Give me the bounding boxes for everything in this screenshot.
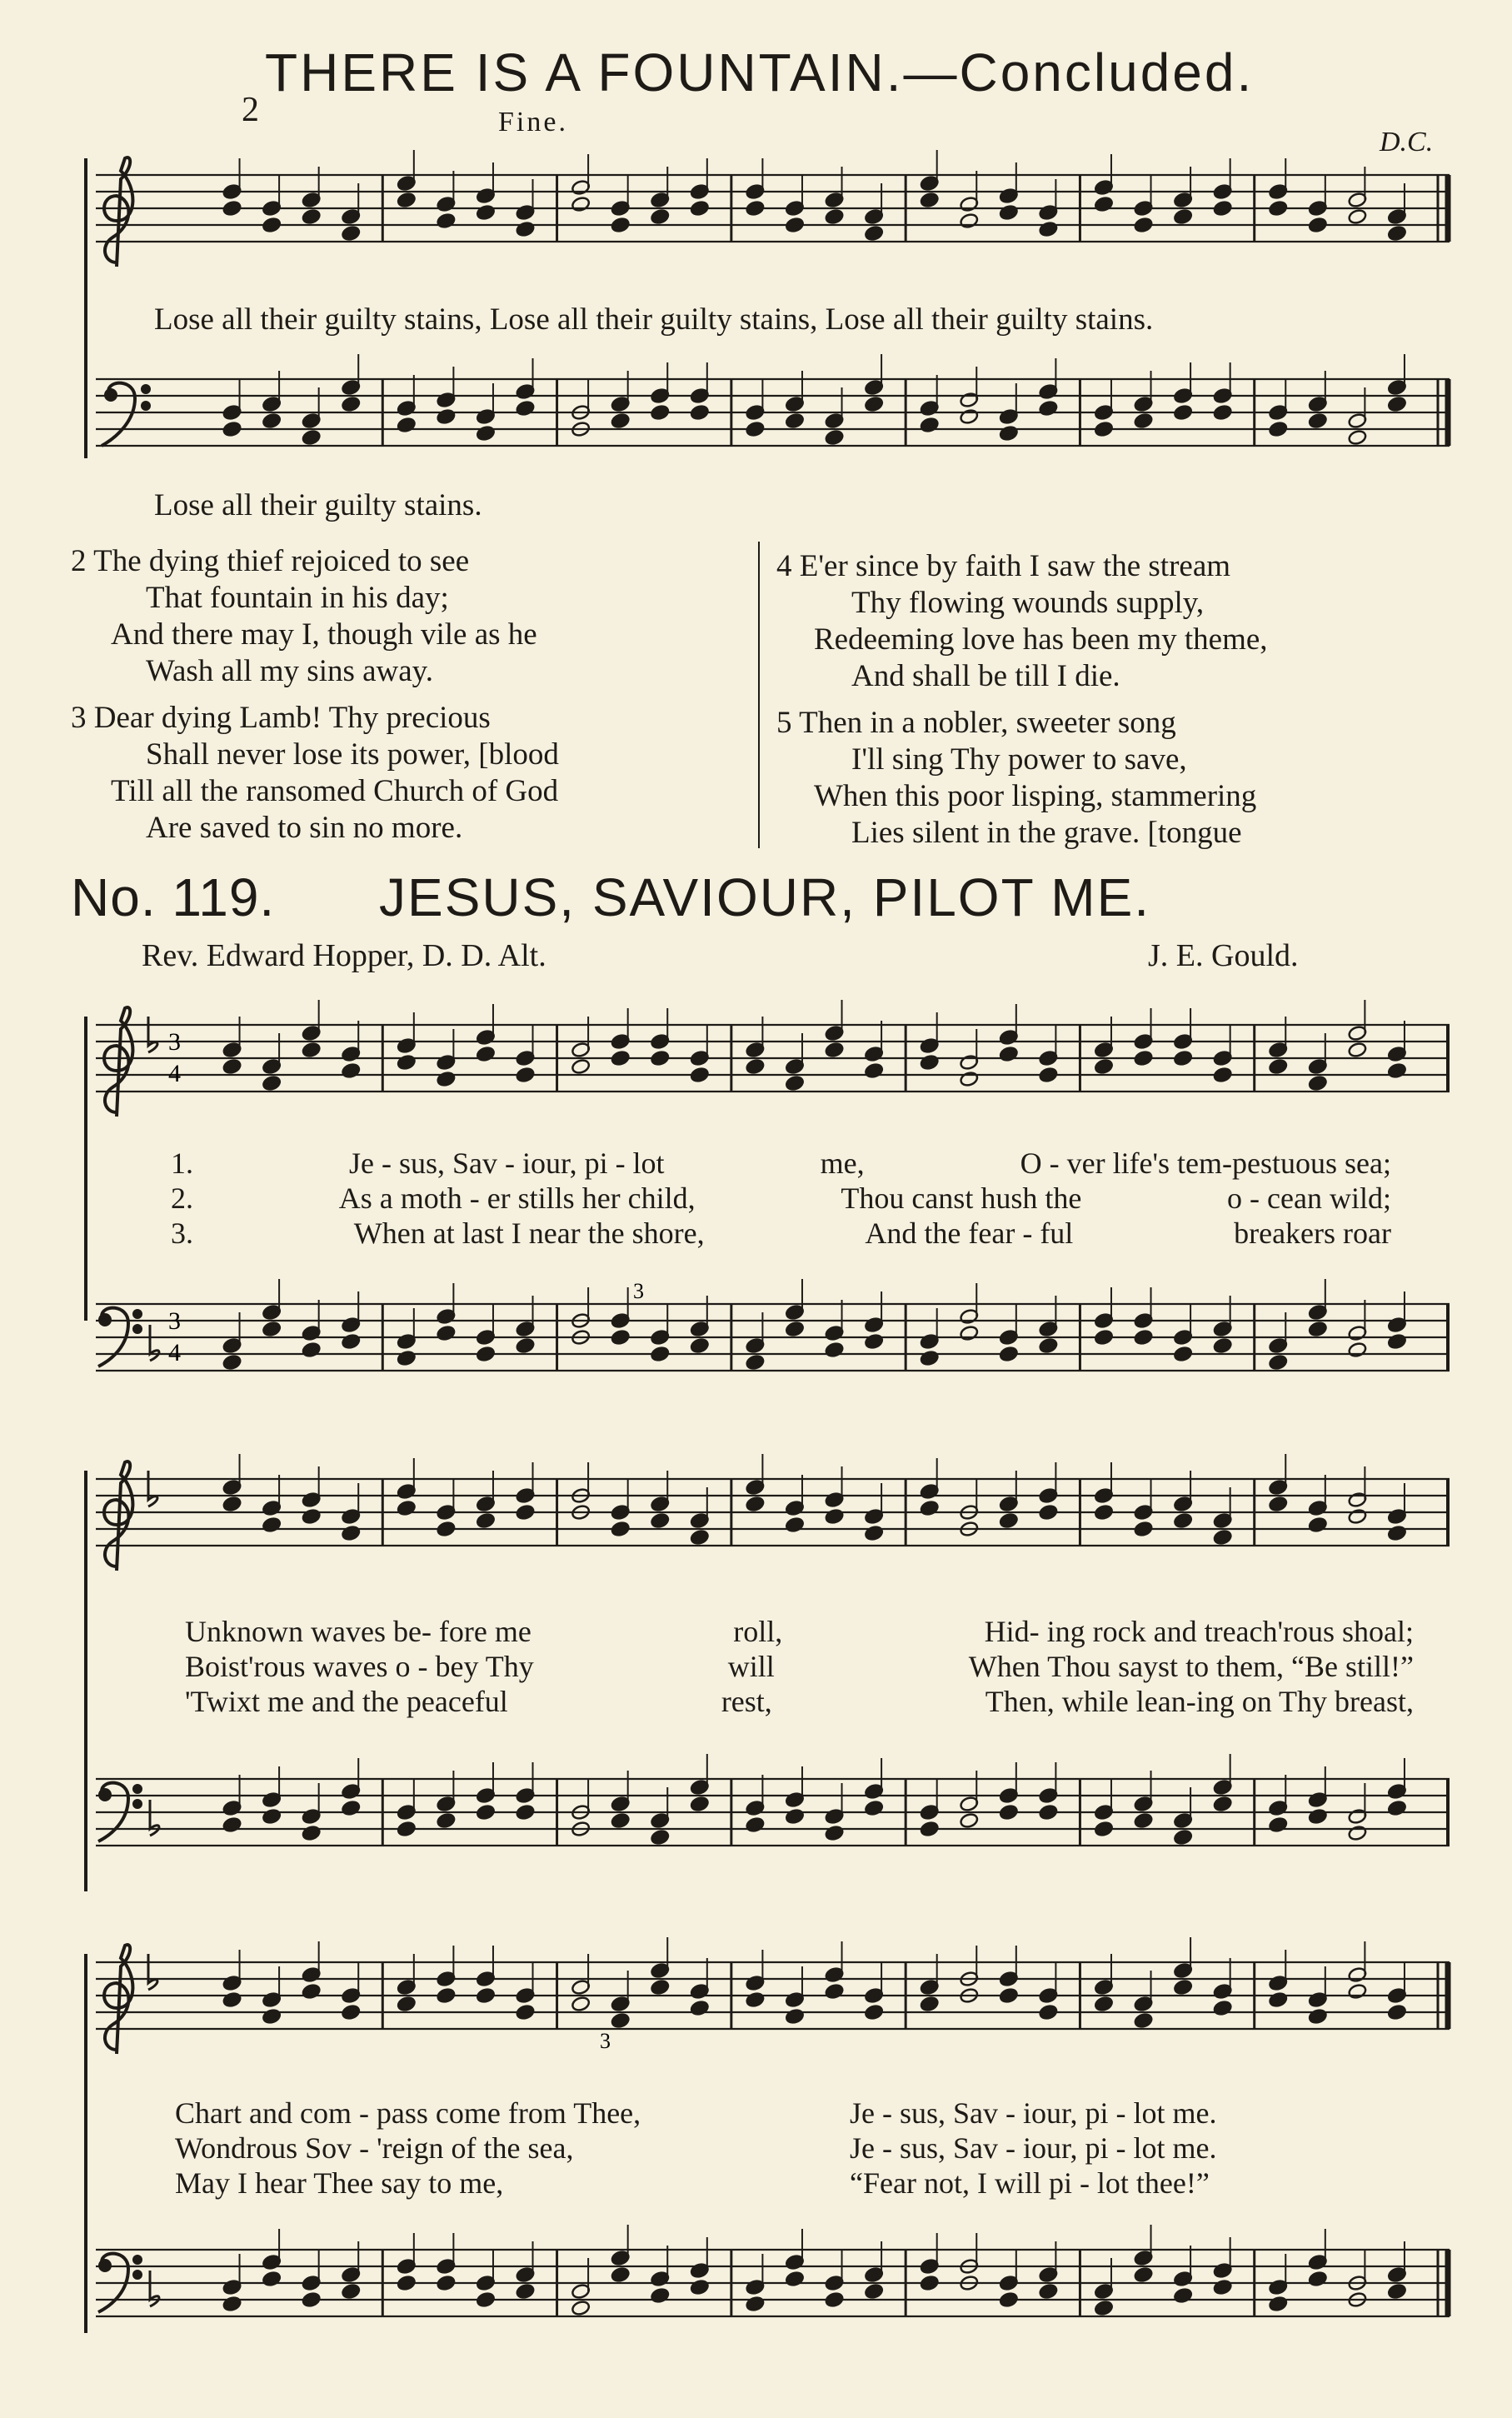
note-head — [1387, 396, 1407, 412]
note-head — [611, 217, 631, 233]
note-head — [222, 1354, 242, 1371]
note-head — [746, 2296, 766, 2312]
verse-number: 5 — [776, 706, 792, 740]
note-head — [825, 1508, 845, 1525]
note-head — [1173, 404, 1193, 421]
note-head — [1213, 1067, 1233, 1083]
triplet-mark: 3 — [633, 1279, 644, 1303]
note-head — [1039, 2283, 1059, 2300]
verse-line: And shall be till I die. — [851, 659, 1120, 693]
note-head — [1348, 1042, 1368, 1058]
note-head — [746, 421, 766, 437]
verse-line: Dear dying Lamb! Thy precious — [93, 701, 491, 735]
note-head — [864, 1062, 884, 1079]
note-head — [571, 2300, 591, 2316]
time-signature-top: 3 — [168, 1307, 181, 1335]
note-head — [864, 1800, 884, 1816]
system-3-lyrics — [175, 2096, 1416, 2201]
note-head — [397, 1054, 417, 1071]
note-head — [341, 1525, 361, 1541]
note-head — [1134, 1812, 1154, 1829]
bass-clef-icon — [102, 383, 149, 446]
system-1-lyrics — [171, 1146, 1391, 1251]
note-head — [1387, 2283, 1407, 2300]
note-head — [1134, 1050, 1154, 1067]
note-head — [476, 425, 496, 442]
notes — [222, 150, 1407, 242]
note-head — [341, 1800, 361, 1816]
note-head — [611, 412, 631, 429]
note-head — [571, 1058, 591, 1075]
lyric-line-2: 2. As a moth - er stills her child, Thou canst hush the o - cean wild; — [171, 1182, 1391, 1215]
note-head — [397, 192, 417, 208]
time-signature-bottom: 4 — [168, 1339, 181, 1366]
note-head — [1173, 1512, 1193, 1529]
note-head — [222, 1816, 242, 1833]
note-head — [1308, 1075, 1328, 1092]
note-head — [1268, 1496, 1288, 1512]
lyric-line-2: Wondrous Sov - 'reign of the sea, Je - sus, Sav - iour, pi - lot me. — [175, 2131, 1217, 2165]
note-head — [920, 2275, 940, 2291]
note-head — [825, 208, 845, 225]
note-head — [825, 1983, 845, 2000]
note-head — [611, 2266, 631, 2283]
note-head — [476, 1804, 496, 1821]
note-head — [437, 1521, 457, 1537]
note-head — [476, 1987, 496, 2004]
note-head — [262, 217, 282, 233]
note-head — [864, 2283, 884, 2300]
fountain-treble-staff — [83, 154, 1458, 287]
note-head — [746, 1354, 766, 1371]
note-head — [302, 2291, 322, 2308]
note-head — [999, 1346, 1019, 1362]
verse-line: Till all the ransomed Church of God — [111, 774, 559, 808]
verse-line: Shall never lose its power, [blood — [146, 737, 559, 772]
notes — [222, 1754, 1407, 1846]
note-head — [1387, 1333, 1407, 1350]
note-head — [222, 2296, 242, 2312]
dc-mark: D.C. — [1380, 127, 1434, 157]
note-head — [341, 1062, 361, 1079]
note-head — [1094, 1058, 1114, 1075]
note-head — [864, 1333, 884, 1350]
note-head — [341, 225, 361, 242]
note-head — [222, 200, 242, 217]
lyric-line-2: Boist'rous waves o - bey Thy will When Thou sayst to them, “Be still!” — [185, 1650, 1414, 1683]
verse-divider — [758, 542, 760, 848]
time-signature-top: 3 — [168, 1028, 181, 1056]
note-head — [611, 1050, 631, 1067]
note-head — [1134, 412, 1154, 429]
treble-clef-icon — [104, 1007, 132, 1117]
note-head — [920, 1996, 940, 2012]
hymn-number: No. 119. — [71, 867, 276, 927]
flat-icon — [150, 2271, 159, 2306]
note-head — [1134, 217, 1154, 233]
note-head — [1213, 1796, 1233, 1812]
note-head — [1134, 1329, 1154, 1346]
note-head — [999, 2291, 1019, 2308]
note-head — [437, 1325, 457, 1341]
note-head — [1213, 1337, 1233, 1354]
note-head — [437, 1812, 457, 1829]
system-2-lyrics — [185, 1614, 1414, 1719]
note-head — [999, 204, 1019, 221]
note-head — [1268, 1991, 1288, 2008]
page-title: THERE IS A FOUNTAIN.—Concluded. — [265, 42, 1255, 102]
note-head — [1308, 1808, 1328, 1825]
flat-icon — [148, 1471, 157, 1506]
notes — [222, 1454, 1407, 1546]
note-head — [516, 221, 536, 237]
note-head — [302, 1042, 322, 1058]
note-head — [1348, 1825, 1368, 1841]
note-head — [1213, 2279, 1233, 2296]
fountain-treble-lyric: Lose all their guilty stains, Lose all their guilty stains, Lose all their guilty stains. — [154, 302, 1154, 337]
note-head — [1387, 1525, 1407, 1541]
verse-line: When this poor lisping, stammering — [814, 779, 1257, 813]
note-head — [999, 425, 1019, 442]
note-head — [262, 1075, 282, 1092]
notes — [222, 1000, 1407, 1092]
note-head — [1308, 412, 1328, 429]
note-head — [516, 1804, 536, 1821]
verse-line: E'er since by faith I saw the stream — [799, 549, 1231, 583]
note-head — [341, 2283, 361, 2300]
note-head — [611, 1329, 631, 1346]
note-head — [1039, 1337, 1059, 1354]
note-head — [1387, 1062, 1407, 1079]
note-head — [690, 2279, 710, 2296]
note-head — [571, 1996, 591, 2012]
hymn-title: JESUS, SAVIOUR, PILOT ME. — [379, 867, 1151, 927]
lyric-line-3: 3. When at last I near the shore, And the fear - ful breakers roar — [171, 1216, 1391, 1250]
note-head — [262, 2271, 282, 2287]
note-head — [1348, 1341, 1368, 1358]
note-head — [959, 1325, 979, 1341]
verse-number: 2 — [71, 544, 87, 578]
note-head — [959, 1812, 979, 1829]
notes — [222, 2225, 1407, 2316]
note-head — [437, 2275, 457, 2291]
note-head — [302, 1508, 322, 1525]
note-head — [785, 1075, 805, 1092]
note-head — [262, 412, 282, 429]
note-head — [920, 1500, 940, 1516]
note-head — [690, 1796, 710, 1812]
note-head — [650, 1050, 670, 1067]
notes — [222, 1279, 1407, 1371]
note-head — [1134, 2012, 1154, 2029]
triplet-mark: 3 — [600, 2029, 611, 2053]
verses-left — [71, 543, 746, 847]
note-head — [1348, 1983, 1368, 2000]
note-head — [611, 1521, 631, 1537]
verses-right — [776, 548, 1468, 852]
note-head — [437, 408, 457, 425]
note-head — [1094, 1821, 1114, 1837]
notes — [222, 354, 1407, 446]
note-head — [1213, 200, 1233, 217]
note-head — [650, 1829, 670, 1846]
system-2-bass-staff — [83, 1758, 1458, 1900]
system-1-bass-staff — [83, 1279, 1458, 1412]
lyric-line-3: 'Twixt me and the peaceful rest, Then, while lean-ing on Thy breast, — [185, 1685, 1414, 1718]
note-head — [650, 208, 670, 225]
lyric-line-1: Chart and com - pass come from Thee, Je - sus, Sav - iour, pi - lot me. — [175, 2096, 1217, 2130]
note-head — [999, 1804, 1019, 1821]
verse-line: The dying thief rejoiced to see — [93, 544, 470, 578]
note-head — [222, 1991, 242, 2008]
note-head — [1268, 200, 1288, 217]
note-head — [302, 1341, 322, 1358]
lyric-line-1: 1. Je - sus, Sav - iour, pi - lot me, O - ver life's tem-pestuous sea; — [171, 1147, 1391, 1180]
note-head — [1308, 2008, 1328, 2025]
note-head — [999, 1046, 1019, 1062]
treble-clef-icon — [104, 157, 132, 267]
note-head — [1173, 1050, 1193, 1067]
note-head — [650, 2287, 670, 2304]
note-head — [341, 396, 361, 412]
note-head — [690, 200, 710, 217]
note-head — [1268, 1354, 1288, 1371]
note-head — [222, 421, 242, 437]
note-head — [1039, 1504, 1059, 1521]
note-head — [1094, 196, 1114, 212]
note-head — [476, 1346, 496, 1362]
note-head — [476, 1512, 496, 1529]
verse-line: Thy flowing wounds supply, — [851, 586, 1205, 620]
note-head — [920, 1821, 940, 1837]
verse-4 — [776, 548, 1468, 695]
fine-mark: Fine. — [498, 107, 568, 137]
note-head — [1173, 1829, 1193, 1846]
note-head — [920, 192, 940, 208]
note-head — [690, 1337, 710, 1354]
note-head — [571, 196, 591, 212]
note-head — [302, 1825, 322, 1841]
verse-number: 3 — [71, 701, 87, 735]
note-head — [825, 2291, 845, 2308]
note-head — [437, 1987, 457, 2004]
note-head — [1308, 1516, 1328, 1533]
note-head — [785, 1516, 805, 1533]
note-head — [1387, 1800, 1407, 1816]
flat-icon — [148, 1954, 157, 1990]
note-head — [1348, 208, 1368, 225]
system-3-treble-staff — [83, 1941, 1458, 2079]
note-head — [516, 1504, 536, 1521]
note-head — [785, 217, 805, 233]
note-head — [1308, 1321, 1328, 1337]
note-head — [959, 408, 979, 425]
note-head — [959, 1071, 979, 1087]
note-head — [690, 404, 710, 421]
note-head — [1173, 1979, 1193, 1996]
note-head — [920, 1350, 940, 1366]
note-head — [650, 1346, 670, 1362]
note-head — [397, 1821, 417, 1837]
note-head — [1039, 400, 1059, 417]
note-head — [476, 204, 496, 221]
note-head — [690, 2000, 710, 2016]
note-head — [690, 1067, 710, 1083]
note-head — [516, 2004, 536, 2021]
note-head — [785, 2008, 805, 2025]
treble-clef-icon — [104, 1945, 132, 2054]
note-head — [262, 2008, 282, 2025]
fountain-bass-staff — [83, 358, 1458, 483]
verse-number: 4 — [776, 549, 792, 583]
note-head — [650, 1512, 670, 1529]
note-head — [864, 1525, 884, 1541]
composer-credit: J. E. Gould. — [1148, 938, 1299, 973]
note-head — [999, 1987, 1019, 2004]
verse-line: I'll sing Thy power to save, — [851, 742, 1187, 777]
flat-icon — [150, 1325, 159, 1361]
note-head — [746, 1991, 766, 2008]
note-head — [397, 2275, 417, 2291]
lyric-line-3: May I hear Thee say to me, “Fear not, I will pi - lot thee!” — [175, 2166, 1210, 2200]
note-head — [825, 1341, 845, 1358]
note-head — [690, 1529, 710, 1546]
system-1-treble-staff — [83, 1004, 1458, 1133]
note-head — [959, 212, 979, 229]
note-head — [650, 404, 670, 421]
note-head — [746, 1496, 766, 1512]
note-head — [864, 2004, 884, 2021]
note-head — [1387, 225, 1407, 242]
note-head — [785, 1321, 805, 1337]
verse-line: Redeeming love has been my theme, — [814, 622, 1268, 657]
note-head — [262, 1808, 282, 1825]
note-head — [516, 1337, 536, 1354]
note-head — [1348, 1508, 1368, 1525]
note-head — [222, 1496, 242, 1512]
verse-3 — [71, 700, 746, 847]
note-head — [476, 1046, 496, 1062]
verse-2 — [71, 543, 746, 690]
note-head — [222, 1058, 242, 1075]
note-head — [1094, 1504, 1114, 1521]
note-head — [785, 1808, 805, 1825]
note-head — [1134, 2266, 1154, 2283]
system-2-treble-staff — [83, 1458, 1458, 1600]
note-head — [262, 1516, 282, 1533]
note-head — [1268, 2296, 1288, 2312]
note-head — [1039, 2004, 1059, 2021]
note-head — [302, 208, 322, 225]
note-head — [516, 1067, 536, 1083]
note-head — [1387, 2004, 1407, 2021]
verse-line: And there may I, though vile as he — [111, 617, 537, 652]
note-head — [999, 1512, 1019, 1529]
note-head — [1308, 217, 1328, 233]
flat-icon — [150, 1800, 159, 1836]
note-head — [650, 1979, 670, 1996]
note-head — [437, 1071, 457, 1087]
note-head — [611, 1812, 631, 1829]
note-head — [397, 417, 417, 433]
note-head — [1348, 429, 1368, 446]
note-head — [920, 1054, 940, 1071]
note-head — [825, 429, 845, 446]
note-head — [1039, 1067, 1059, 1083]
note-head — [864, 396, 884, 412]
verse-line: Are saved to sin no more. — [146, 811, 463, 845]
note-head — [302, 1983, 322, 2000]
note-head — [397, 1500, 417, 1516]
note-head — [1094, 2300, 1114, 2316]
note-head — [1213, 1529, 1233, 1546]
author-credit: Rev. Edward Hopper, D. D. Alt. — [142, 938, 546, 973]
system-3-bass-staff — [83, 2229, 1458, 2371]
note-head — [825, 1042, 845, 1058]
note-head — [920, 417, 940, 433]
note-head — [746, 1816, 766, 1833]
notes — [222, 1937, 1407, 2029]
note-head — [1039, 1804, 1059, 1821]
note-head — [397, 1996, 417, 2012]
time-signature-bottom: 4 — [168, 1060, 181, 1087]
note-head — [516, 400, 536, 417]
note-head — [1094, 421, 1114, 437]
note-head — [825, 1825, 845, 1841]
note-head — [1173, 2287, 1193, 2304]
note-head — [746, 200, 766, 217]
note-head — [262, 1321, 282, 1337]
note-head — [785, 412, 805, 429]
note-head — [1213, 2000, 1233, 2016]
measure-number: 2 — [242, 91, 259, 129]
note-head — [1268, 1058, 1288, 1075]
note-head — [785, 2271, 805, 2287]
note-head — [341, 2004, 361, 2021]
note-head — [1039, 221, 1059, 237]
note-head — [1173, 208, 1193, 225]
note-head — [1094, 1996, 1114, 2012]
note-head — [302, 429, 322, 446]
verse-line: Lies silent in the grave. [tongue — [851, 816, 1242, 850]
treble-clef-icon — [104, 1461, 132, 1571]
verse-line: That fountain in his day; — [146, 581, 449, 615]
note-head — [1213, 404, 1233, 421]
note-head — [516, 2283, 536, 2300]
note-head — [397, 1350, 417, 1366]
note-head — [1308, 2271, 1328, 2287]
fountain-bass-lyric: Lose all their guilty stains. — [154, 488, 482, 522]
note-head — [437, 212, 457, 229]
verse-line: Wash all my sins away. — [146, 654, 434, 688]
verse-5 — [776, 705, 1468, 852]
lyric-line-1: Unknown waves be- fore me roll, Hid- ing rock and treach'rous shoal; — [185, 1615, 1414, 1648]
note-head — [1173, 1346, 1193, 1362]
note-head — [611, 2012, 631, 2029]
note-head — [1268, 1816, 1288, 1833]
note-head — [746, 1058, 766, 1075]
note-head — [1268, 421, 1288, 437]
flat-icon — [148, 1017, 157, 1052]
note-head — [476, 2291, 496, 2308]
note-head — [1134, 1521, 1154, 1537]
note-head — [341, 1333, 361, 1350]
verse-line: Then in a nobler, sweeter song — [799, 706, 1176, 740]
note-head — [864, 225, 884, 242]
note-head — [1094, 1329, 1114, 1346]
